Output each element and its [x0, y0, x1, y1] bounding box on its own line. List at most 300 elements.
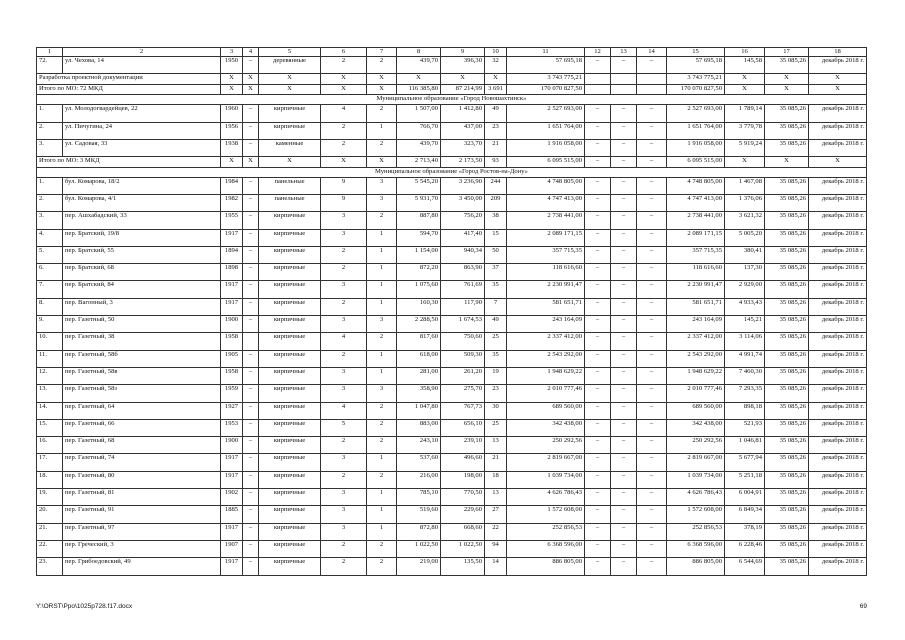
- cell-a1: 1 047,80: [397, 402, 441, 419]
- cell-a2: 1 412,80: [441, 105, 485, 122]
- cell-c18: декабрь 2018 г.: [809, 489, 867, 506]
- cell-total: 342 438,00: [507, 419, 585, 436]
- cell-a1: 2 288,50: [397, 316, 441, 333]
- cell-c4: [243, 333, 259, 350]
- cell-empty: [585, 84, 611, 95]
- cell-n: 12.: [37, 367, 63, 384]
- cell-x: X: [243, 74, 259, 85]
- cell-total: 581 651,71: [507, 298, 585, 315]
- cell-ent: 1: [367, 122, 397, 139]
- cell-c14: –: [637, 229, 667, 246]
- cell-x: X: [221, 74, 243, 85]
- cell-total: 1 572 608,00: [507, 506, 585, 523]
- cell-x: X: [725, 157, 765, 168]
- cell-mat: кирпичные: [259, 298, 321, 315]
- cell-total: 2 527 693,00: [507, 105, 585, 122]
- cell-a1: 872,80: [397, 523, 441, 540]
- cell-a2: 87 214,99: [441, 84, 485, 95]
- cell-c12: –: [585, 333, 611, 350]
- cell-c12: –: [585, 105, 611, 122]
- table-row: [37, 229, 867, 246]
- document-sheet: [36, 47, 866, 576]
- cell-a2: 437,00: [441, 122, 485, 139]
- cell-total: 357 715,35: [507, 246, 585, 263]
- cell-x: X: [321, 157, 367, 168]
- cell-x: X: [725, 84, 765, 95]
- table-row: [37, 177, 867, 194]
- column-number: 11: [507, 48, 585, 57]
- cell-n: 10.: [37, 333, 63, 350]
- cell-n: 22.: [37, 540, 63, 557]
- column-number: 8: [397, 48, 441, 57]
- cell-fl: 3: [321, 506, 367, 523]
- cell-total: 57 695,18: [507, 57, 585, 74]
- cell-c18: декабрь 2018 г.: [809, 281, 867, 298]
- cell-c18: декабрь 2018 г.: [809, 419, 867, 436]
- cell-year: 1958: [221, 333, 243, 350]
- cell-total: 4 626 786,43: [507, 489, 585, 506]
- column-number: 7: [367, 48, 397, 57]
- cell-c15: 2 527 693,00: [667, 105, 725, 122]
- cell-c17: 35 085,26: [765, 229, 809, 246]
- cell-fl: 3: [321, 229, 367, 246]
- cell-c15: 689 560,00: [667, 402, 725, 419]
- cell-year: 1917: [221, 558, 243, 575]
- cell-c12: –: [585, 316, 611, 333]
- cell-a2: 2 173,50: [441, 157, 485, 168]
- cell-mat: кирпичные: [259, 212, 321, 229]
- cell-a2: 496,60: [441, 454, 485, 471]
- design-docs-row: [37, 74, 867, 85]
- cell-ent: 1: [367, 506, 397, 523]
- cell-c4: –: [243, 385, 259, 402]
- section-title: Муниципальное образование «Город Ростов-на-Дону»: [37, 167, 867, 177]
- cell-c15: 170 070 827,50: [667, 84, 725, 95]
- cell-fl: 2: [321, 264, 367, 281]
- housing-table: [36, 47, 867, 576]
- cell-ent: 1: [367, 229, 397, 246]
- cell-year: 1955: [221, 212, 243, 229]
- table-row: [37, 437, 867, 454]
- cell-c16: 1 467,08: [725, 177, 765, 194]
- cell-a2: 770,50: [441, 489, 485, 506]
- cell-total: 2 010 777,46: [507, 385, 585, 402]
- cell-c17: 35 085,26: [765, 489, 809, 506]
- cell-empty: [611, 74, 637, 85]
- cell-a2: 198,00: [441, 471, 485, 488]
- cell-c12: –: [585, 454, 611, 471]
- cell-c18: декабрь 2018 г.: [809, 540, 867, 557]
- cell-c17: 35 085,26: [765, 194, 809, 211]
- cell-n: 3.: [37, 212, 63, 229]
- cell-c14: –: [637, 316, 667, 333]
- cell-c14: –: [637, 333, 667, 350]
- cell-dash: –: [585, 157, 611, 168]
- cell-a1: 1 075,60: [397, 281, 441, 298]
- cell-c12: –: [585, 489, 611, 506]
- cell-ent: 1: [367, 489, 397, 506]
- column-number: 14: [637, 48, 667, 57]
- cell-a2: 767,73: [441, 402, 485, 419]
- cell-c12: –: [585, 229, 611, 246]
- cell-ppl: 25: [485, 333, 507, 350]
- cell-c13: –: [611, 212, 637, 229]
- cell-c16: 1 789,14: [725, 105, 765, 122]
- cell-n: 18.: [37, 471, 63, 488]
- cell-c15: 1 651 764,00: [667, 122, 725, 139]
- cell-fl: 4: [321, 105, 367, 122]
- cell-addr: пер. Грибоедовский, 49: [63, 558, 221, 575]
- cell-c16: 3 621,32: [725, 212, 765, 229]
- cell-c18: декабрь 2018 г.: [809, 367, 867, 384]
- cell-fl: 3: [321, 489, 367, 506]
- cell-c18: декабрь 2018 г.: [809, 194, 867, 211]
- cell-total: 1 916 058,00: [507, 139, 585, 156]
- cell-total: 2 738 441,00: [507, 212, 585, 229]
- cell-c18: декабрь 2018 г.: [809, 122, 867, 139]
- cell-c14: –: [637, 471, 667, 488]
- cell-c13: –: [611, 57, 637, 74]
- cell-x: X: [321, 74, 367, 85]
- cell-a1: 872,20: [397, 264, 441, 281]
- cell-ent: 2: [367, 419, 397, 436]
- cell-ppl: 244: [485, 177, 507, 194]
- cell-a2: 3 236,90: [441, 177, 485, 194]
- cell-c12: –: [585, 122, 611, 139]
- cell-ent: 3: [367, 385, 397, 402]
- cell-fl: 2: [321, 540, 367, 557]
- cell-c14: –: [637, 489, 667, 506]
- cell-a2: 135,50: [441, 558, 485, 575]
- column-number: 4: [243, 48, 259, 57]
- cell-fl: 5: [321, 419, 367, 436]
- column-number: 9: [441, 48, 485, 57]
- cell-fl: 3: [321, 212, 367, 229]
- cell-c13: –: [611, 139, 637, 156]
- cell-ent: 2: [367, 212, 397, 229]
- cell-x: X: [321, 84, 367, 95]
- cell-mat: кирпичные: [259, 246, 321, 263]
- cell-empty: [637, 74, 667, 85]
- table-row: [37, 506, 867, 523]
- cell-c15: 6 368 596,00: [667, 540, 725, 557]
- cell-addr: ул. Молодогвардейцев, 22: [63, 105, 221, 122]
- cell-c14: –: [637, 454, 667, 471]
- cell-c4: –: [243, 57, 259, 74]
- cell-total: 4 748 805,00: [507, 177, 585, 194]
- cell-c13: –: [611, 316, 637, 333]
- cell-a1: 1 154,00: [397, 246, 441, 263]
- cell-c17: 35 085,26: [765, 350, 809, 367]
- cell-c14: –: [637, 177, 667, 194]
- table-row: [37, 105, 867, 122]
- cell-c12: –: [585, 264, 611, 281]
- cell-c18: декабрь 2018 г.: [809, 264, 867, 281]
- cell-x: X: [367, 157, 397, 168]
- cell-ppl: 25: [485, 419, 507, 436]
- cell-ppl: 37: [485, 264, 507, 281]
- cell-fl: 3: [321, 454, 367, 471]
- cell-addr: ул. Садовая, 33: [63, 139, 221, 156]
- cell-c12: –: [585, 558, 611, 575]
- cell-x: X: [809, 74, 867, 85]
- cell-ppl: 7: [485, 298, 507, 315]
- cell-year: 1907: [221, 540, 243, 557]
- cell-n: 23.: [37, 558, 63, 575]
- cell-c18: декабрь 2018 г.: [809, 105, 867, 122]
- cell-c18: декабрь 2018 г.: [809, 139, 867, 156]
- cell-c13: –: [611, 506, 637, 523]
- cell-n: 13.: [37, 385, 63, 402]
- column-number: 15: [667, 48, 725, 57]
- cell-c14: –: [637, 523, 667, 540]
- cell-c4: –: [243, 281, 259, 298]
- cell-c4: –: [243, 212, 259, 229]
- cell-c13: –: [611, 540, 637, 557]
- cell-year: 1894: [221, 246, 243, 263]
- cell-c17: 35 085,26: [765, 402, 809, 419]
- cell-c16: 380,41: [725, 246, 765, 263]
- cell-year: 1917: [221, 523, 243, 540]
- cell-c16: 5 251,18: [725, 471, 765, 488]
- cell-c4: –: [243, 471, 259, 488]
- table-row: [37, 333, 867, 350]
- cell-c14: –: [637, 367, 667, 384]
- cell-c4: –: [243, 523, 259, 540]
- column-number-row: [37, 48, 867, 57]
- cell-ppl: 30: [485, 402, 507, 419]
- cell-c14: –: [637, 298, 667, 315]
- cell-addr: пер. Газетный, 80: [63, 471, 221, 488]
- cell-c4: –: [243, 105, 259, 122]
- cell-x: X: [397, 74, 441, 85]
- cell-x: X: [221, 84, 243, 95]
- cell-addr: пер. Братский, 68: [63, 264, 221, 281]
- cell-mat: кирпичные: [259, 350, 321, 367]
- cell-mat: кирпичные: [259, 385, 321, 402]
- table-row: [37, 419, 867, 436]
- cell-c4: –: [243, 540, 259, 557]
- cell-c17: 35 085,26: [765, 57, 809, 74]
- cell-c18: декабрь 2018 г.: [809, 246, 867, 263]
- cell-c13: –: [611, 489, 637, 506]
- cell-c4: –: [243, 367, 259, 384]
- cell-c15: 243 164,09: [667, 316, 725, 333]
- cell-c18: декабрь 2018 г.: [809, 402, 867, 419]
- cell-c16: 1 046,81: [725, 437, 765, 454]
- cell-c18: декабрь 2018 г.: [809, 385, 867, 402]
- cell-x: X: [243, 84, 259, 95]
- cell-c4: –: [243, 454, 259, 471]
- cell-c14: –: [637, 246, 667, 263]
- cell-c14: –: [637, 139, 667, 156]
- cell-mat: кирпичные: [259, 229, 321, 246]
- cell-c12: –: [585, 437, 611, 454]
- cell-addr: пер. Газетный, 58б: [63, 350, 221, 367]
- cell-c18: декабрь 2018 г.: [809, 437, 867, 454]
- cell-fl: 9: [321, 194, 367, 211]
- cell-a1: 519,60: [397, 506, 441, 523]
- cell-c4: –: [243, 506, 259, 523]
- cell-c4: –: [243, 489, 259, 506]
- cell-c4: –: [243, 402, 259, 419]
- cell-ppl: 21: [485, 454, 507, 471]
- cell-c17: 35 085,26: [765, 558, 809, 575]
- cell-c17: 35 085,26: [765, 437, 809, 454]
- cell-total: 252 856,53: [507, 523, 585, 540]
- cell-mat: кирпичные: [259, 489, 321, 506]
- cell-ppl: 209: [485, 194, 507, 211]
- cell-mat: панельные: [259, 194, 321, 211]
- cell-total: 1 651 764,00: [507, 122, 585, 139]
- cell-n: 72.: [37, 57, 63, 74]
- cell-c17: 35 085,26: [765, 122, 809, 139]
- cell-x: X: [243, 157, 259, 168]
- cell-c15: 2 543 292,00: [667, 350, 725, 367]
- cell-total: 3 743 775,21: [507, 74, 585, 85]
- cell-c16: 137,30: [725, 264, 765, 281]
- cell-dash: –: [611, 157, 637, 168]
- cell-ppl: 14: [485, 558, 507, 575]
- cell-addr: пер. Газетный, 81: [63, 489, 221, 506]
- cell-n: 20.: [37, 506, 63, 523]
- cell-a1: 216,00: [397, 471, 441, 488]
- cell-a2: 1 022,50: [441, 540, 485, 557]
- cell-c13: –: [611, 333, 637, 350]
- cell-year: 1905: [221, 350, 243, 367]
- cell-c14: –: [637, 122, 667, 139]
- cell-addr: пер. Газетный, 74: [63, 454, 221, 471]
- cell-c12: –: [585, 367, 611, 384]
- cell-ent: 2: [367, 540, 397, 557]
- table-row: [37, 246, 867, 263]
- cell-x: X: [367, 84, 397, 95]
- cell-c4: –: [243, 246, 259, 263]
- cell-c13: –: [611, 194, 637, 211]
- cell-ppl: 93: [485, 157, 507, 168]
- cell-c12: –: [585, 471, 611, 488]
- cell-year: 1958: [221, 367, 243, 384]
- table-row: [37, 385, 867, 402]
- cell-a1: 439,70: [397, 57, 441, 74]
- cell-ent: 1: [367, 298, 397, 315]
- cell-c17: 35 085,26: [765, 212, 809, 229]
- cell-ppl: 15: [485, 229, 507, 246]
- cell-c15: 2 010 777,46: [667, 385, 725, 402]
- cell-year: 1927: [221, 402, 243, 419]
- cell-addr: пер. Газетный, 50: [63, 316, 221, 333]
- cell-year: 1917: [221, 229, 243, 246]
- cell-c12: –: [585, 298, 611, 315]
- cell-c14: –: [637, 57, 667, 74]
- table-row: [37, 264, 867, 281]
- cell-a2: 668,60: [441, 523, 485, 540]
- cell-fl: 2: [321, 122, 367, 139]
- cell-c15: 118 616,60: [667, 264, 725, 281]
- cell-c16: 145,21: [725, 316, 765, 333]
- cell-fl: 2: [321, 139, 367, 156]
- cell-ppl: 49: [485, 316, 507, 333]
- cell-c4: –: [243, 122, 259, 139]
- cell-a2: 417,40: [441, 229, 485, 246]
- cell-c15: 342 438,00: [667, 419, 725, 436]
- table-row: [37, 523, 867, 540]
- cell-c13: –: [611, 177, 637, 194]
- cell-c18: декабрь 2018 г.: [809, 471, 867, 488]
- cell-c17: 35 085,26: [765, 419, 809, 436]
- cell-year: 1938: [221, 139, 243, 156]
- cell-c17: 35 085,26: [765, 506, 809, 523]
- cell-mat: каменные: [259, 139, 321, 156]
- cell-c18: декабрь 2018 г.: [809, 229, 867, 246]
- cell-a2: 750,60: [441, 333, 485, 350]
- cell-total: 4 747 413,00: [507, 194, 585, 211]
- cell-c12: –: [585, 540, 611, 557]
- cell-a1: 2 713,40: [397, 157, 441, 168]
- cell-mat: кирпичные: [259, 264, 321, 281]
- cell-fl: 3: [321, 523, 367, 540]
- cell-fl: 3: [321, 281, 367, 298]
- cell-c4: –: [243, 139, 259, 156]
- cell-c13: –: [611, 264, 637, 281]
- cell-ent: 1: [367, 454, 397, 471]
- cell-ent: 2: [367, 139, 397, 156]
- cell-a1: 243,10: [397, 437, 441, 454]
- column-number: 5: [259, 48, 321, 57]
- cell-mat: кирпичные: [259, 523, 321, 540]
- cell-c4: –: [243, 264, 259, 281]
- cell-c15: 1 572 608,00: [667, 506, 725, 523]
- cell-c12: –: [585, 139, 611, 156]
- cell-c13: –: [611, 122, 637, 139]
- cell-c15: 2 738 441,00: [667, 212, 725, 229]
- cell-addr: пер. Газетный, 91: [63, 506, 221, 523]
- cell-a2: 509,30: [441, 350, 485, 367]
- cell-x: X: [221, 157, 243, 168]
- cell-ent: 3: [367, 177, 397, 194]
- cell-c12: –: [585, 419, 611, 436]
- cell-mat: кирпичные: [259, 540, 321, 557]
- cell-c15: 250 292,56: [667, 437, 725, 454]
- cell-c17: 35 085,26: [765, 333, 809, 350]
- cell-c18: декабрь 2018 г.: [809, 333, 867, 350]
- cell-c12: –: [585, 350, 611, 367]
- table-row: [37, 454, 867, 471]
- cell-n: 9.: [37, 316, 63, 333]
- cell-c16: 6 544,69: [725, 558, 765, 575]
- cell-mat: кирпичные: [259, 437, 321, 454]
- cell-addr: пер. Газетный, 68: [63, 437, 221, 454]
- cell-fl: 4: [321, 402, 367, 419]
- cell-ent: 1: [367, 246, 397, 263]
- cell-c18: декабрь 2018 г.: [809, 350, 867, 367]
- cell-c17: 35 085,26: [765, 281, 809, 298]
- column-number: 10: [485, 48, 507, 57]
- cell-total: 2 230 991,47: [507, 281, 585, 298]
- cell-addr: пер. Братский, 84: [63, 281, 221, 298]
- cell-c13: –: [611, 105, 637, 122]
- cell-c14: –: [637, 402, 667, 419]
- cell-c18: декабрь 2018 г.: [809, 523, 867, 540]
- cell-ppl: 35: [485, 281, 507, 298]
- cell-c16: 145,58: [725, 57, 765, 74]
- cell-total: 170 070 827,50: [507, 84, 585, 95]
- cell-year: 1900: [221, 316, 243, 333]
- cell-c16: 6 228,46: [725, 540, 765, 557]
- column-number: 17: [765, 48, 809, 57]
- cell-mat: кирпичные: [259, 454, 321, 471]
- cell-addr: пер. Братский, 19/8: [63, 229, 221, 246]
